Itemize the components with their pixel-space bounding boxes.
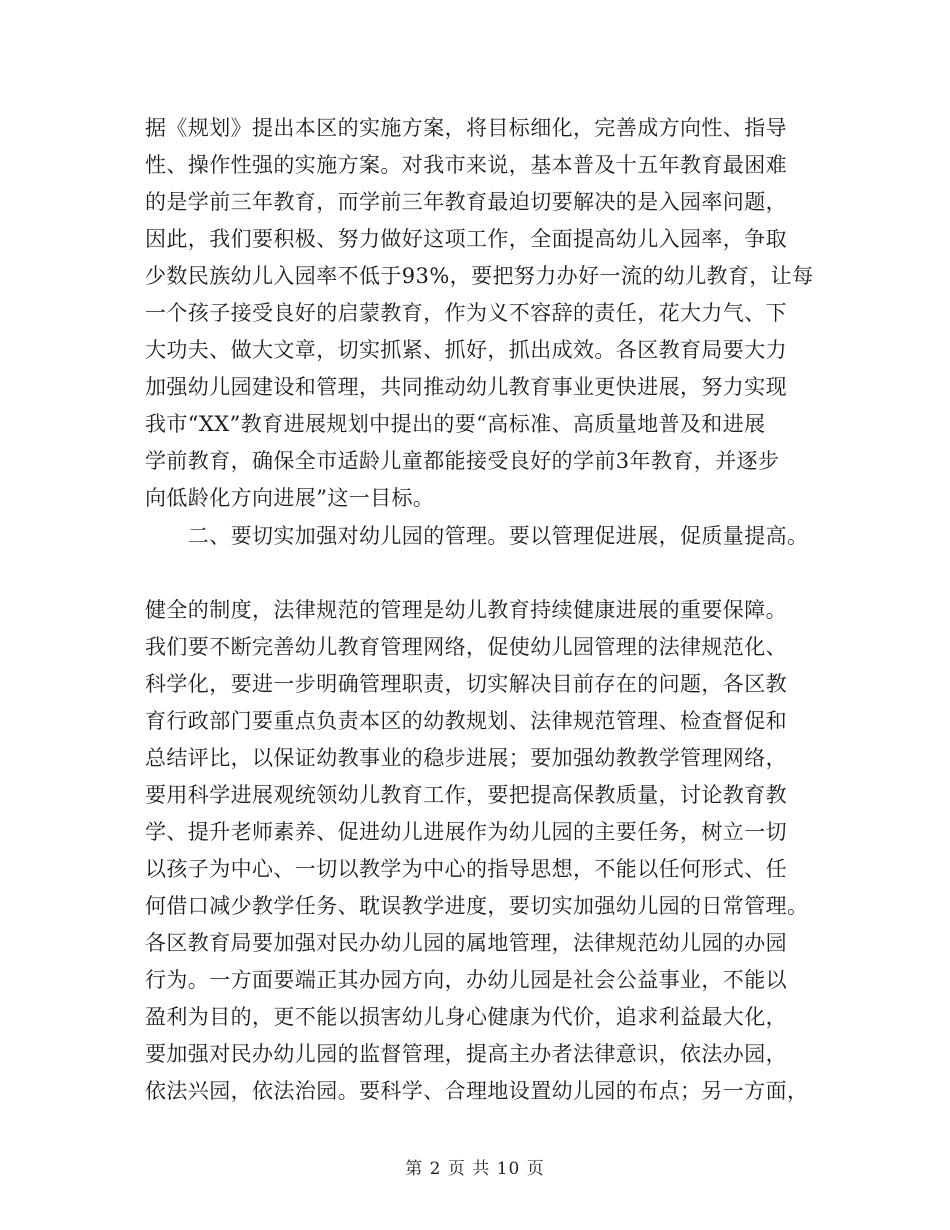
text-line: 科学化，要进一步明确管理职责，切实解决目前存在的问题，各区教	[145, 672, 787, 696]
text-line: 性、操作性强的实施方案。对我市来说，基本普及十五年教育最困难	[145, 153, 787, 177]
text-line: 加强幼儿园建设和管理，共同推动幼儿教育事业更快进展，努力实现	[145, 375, 787, 399]
text-line: 大功夫、做大文章，切实抓紧、抓好，抓出成效。各区教育局要大力	[145, 338, 787, 362]
text-line: 要用科学进展观统领幼儿教育工作，要把提高保教质量，讨论教育教	[145, 783, 787, 807]
text-line: 学前教育，确保全市适龄儿童都能接受良好的学前3年教育，并逐步	[145, 449, 780, 473]
text-line: 一个孩子接受良好的启蒙教育，作为义不容辞的责任，花大力气、下	[145, 301, 787, 325]
text-line: 总结评比，以保证幼教事业的稳步进展；要加强幼教教学管理网络，	[145, 746, 787, 770]
text-line: 少数民族幼儿入园率不低于93%，要把努力办好一流的幼儿教育，让每	[145, 264, 814, 288]
text-line: 育行政部门要重点负责本区的幼教规划、法律规范管理、检查督促和	[145, 709, 787, 733]
paragraph-3	[145, 592, 825, 1110]
text-line: 我市“XX”教育进展规划中提出的要“高标准、高质量地普及和进展	[145, 412, 766, 436]
text-line: 健全的制度，法律规范的管理是幼儿教育持续健康进展的重要保障。	[145, 598, 787, 622]
page-footer	[0, 1154, 950, 1179]
text-line: 我们要不断完善幼儿教育管理网络，促使幼儿园管理的法律规范化、	[145, 635, 787, 659]
text-line: 要加强对民办幼儿园的监督管理，提高主办者法律意识，依法办园，	[145, 1042, 787, 1066]
text-line: 行为。一方面要端正其办园方向，办幼儿园是社会公益事业，不能以	[145, 968, 787, 992]
text-line: 以孩子为中心、一切以教学为中心的指导思想，不能以任何形式、任	[145, 857, 787, 881]
text-line: 的是学前三年教育，而学前三年教育最迫切要解决的是入园率问题，	[145, 190, 787, 214]
section-heading-line: 二、要切实加强对幼儿园的管理。要以管理促进展，促质量提高。	[145, 524, 809, 548]
text-line: 据《规划》提出本区的实施方案，将目标细化，完善成方向性、指导	[145, 116, 787, 140]
text-line: 何借口减少教学任务、耽误教学进度，要切实加强幼儿园的日常管理。	[145, 894, 809, 918]
page-number-indicator: 第 2 页 共 10 页	[405, 1159, 545, 1179]
text-line: 学、提升老师素养、促进幼儿进展作为幼儿园的主要任务，树立一切	[145, 820, 787, 844]
text-line: 向低龄化方向进展”这一目标。	[145, 486, 435, 510]
text-line: 盈利为目的，更不能以损害幼儿身心健康为代价，追求利益最大化，	[145, 1005, 787, 1029]
text-line: 各区教育局要加强对民办幼儿园的属地管理，法律规范幼儿园的办园	[145, 931, 787, 955]
section-heading-paragraph	[145, 518, 825, 555]
text-line: 因此，我们要积极、努力做好这项工作，全面提高幼儿入园率，争取	[145, 227, 787, 251]
text-line: 依法兴园，依法治园。要科学、合理地设置幼儿园的布点；另一方面，	[145, 1079, 809, 1103]
paragraph-1	[145, 110, 825, 517]
